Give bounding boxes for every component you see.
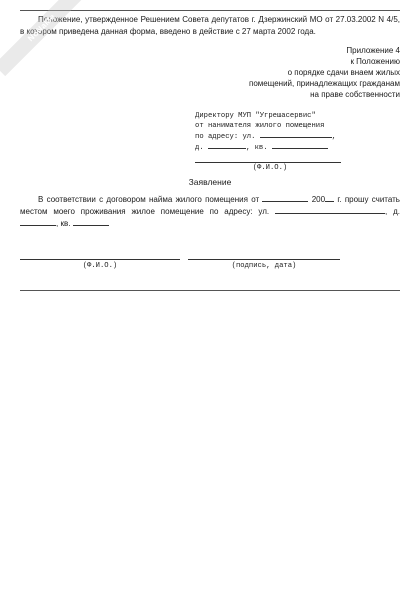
preamble-text: Положение, утвержденное Решением Совета депутатов г. Дзержинский МО от 27.03.2002 N 4/5, в котором приведена данная форма, введено в действие с 27 марта 2002 года.	[20, 15, 400, 36]
signature-date-caption: (подпись, дата)	[231, 262, 297, 270]
appendix-line: о порядке сдачи внаем жилых	[287, 68, 400, 77]
street-blank[interactable]	[260, 131, 332, 138]
apt-label: , кв.	[56, 219, 71, 228]
year-blank[interactable]	[325, 195, 334, 202]
addressee-street-line: по адресу: ул. ,	[195, 133, 337, 141]
house-blank[interactable]	[208, 142, 246, 149]
watermark-stamp: NoNaMe	[0, 0, 90, 76]
addressee-fio-caption: (Ф.И.О.)	[252, 164, 288, 172]
apt-blank[interactable]	[73, 219, 109, 226]
apt-blank[interactable]	[272, 142, 328, 149]
fio-signature-blank[interactable]	[20, 259, 180, 260]
street-label: по адресу: ул.	[195, 133, 256, 141]
addressee-block	[195, 111, 345, 173]
addressee-director-line: Директору МУП "Угрешасервис"	[195, 112, 316, 120]
year-prefix: 200	[311, 195, 326, 204]
appendix-line: помещений, принадлежащих гражданам	[248, 79, 400, 88]
top-divider	[20, 10, 400, 11]
addressee-from-line: от нанимателя жилого помещения	[195, 122, 325, 130]
street-blank[interactable]	[275, 207, 385, 214]
statement-text-2: г. прошу считать местом моего проживания жилое помещение по адресу: ул.	[20, 195, 400, 216]
appendix-header	[180, 45, 400, 100]
appendix-line: Приложение 4	[346, 46, 400, 55]
bottom-divider	[20, 290, 400, 291]
apt-label: , кв.	[245, 144, 268, 152]
signature-date-blank[interactable]	[188, 259, 340, 260]
appendix-line: на праве собственности	[310, 90, 400, 99]
appendix-line: к Положению	[350, 57, 400, 66]
document-title: Заявление	[188, 177, 232, 187]
house-blank[interactable]	[20, 219, 56, 226]
fio-caption: (Ф.И.О.)	[82, 262, 118, 270]
statement-text-1: В соответствии с договором найма жилого помещения от	[38, 195, 260, 204]
contract-date-blank[interactable]	[262, 195, 308, 202]
house-label: , д.	[385, 207, 400, 216]
house-label: д.	[195, 144, 204, 152]
addressee-house-line	[195, 142, 345, 153]
statement-body	[20, 194, 400, 230]
